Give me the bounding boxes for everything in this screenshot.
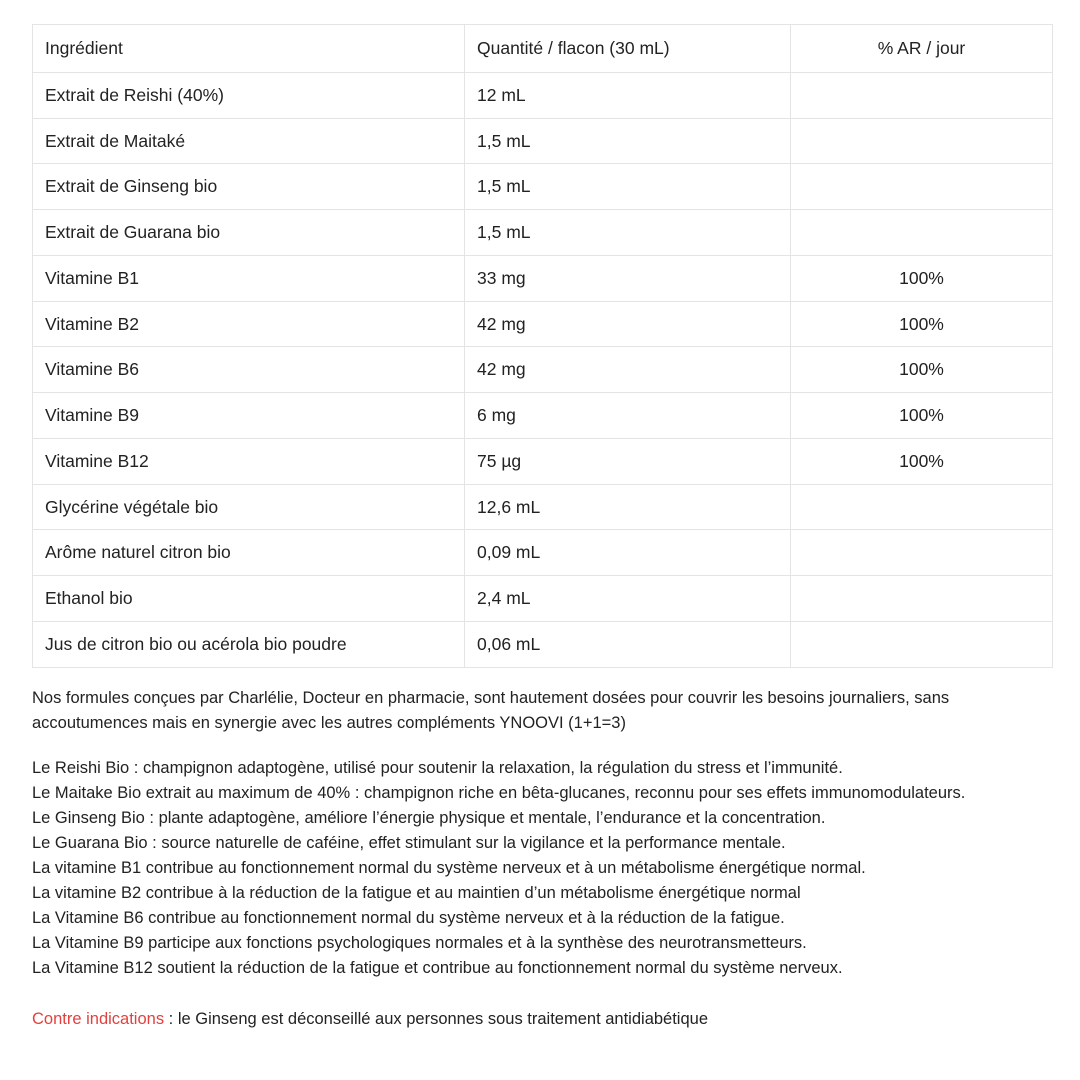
benefit-line: Le Reishi Bio : champignon adaptogène, utilisé pour soutenir la relaxation, la régulation du stress et l’immunité.	[32, 758, 843, 777]
cell-percent	[791, 530, 1053, 576]
table-row	[33, 255, 1053, 301]
benefit-line: Le Guarana Bio : source naturelle de caféine, effet stimulant sur la vigilance et la performance mentale.	[32, 833, 786, 852]
cell-quantity: 42 mg	[465, 347, 791, 393]
cell-ingredient: Vitamine B12	[33, 438, 465, 484]
cell-quantity: 12 mL	[465, 72, 791, 118]
cell-quantity: 1,5 mL	[465, 118, 791, 164]
cell-ingredient: Extrait de Maitaké	[33, 118, 465, 164]
table-header-row	[33, 25, 1053, 73]
column-header-percent: % AR / jour	[791, 25, 1053, 73]
benefit-line: La vitamine B2 contribue à la réduction de la fatigue et au maintien d’un métabolisme énergétique normal	[32, 884, 801, 903]
ingredients-table	[32, 24, 1053, 668]
cell-percent	[791, 72, 1053, 118]
cell-quantity: 2,4 mL	[465, 576, 791, 622]
cell-ingredient: Vitamine B2	[33, 301, 465, 347]
table-row	[33, 530, 1053, 576]
cell-ingredient: Extrait de Ginseng bio	[33, 164, 465, 210]
cell-ingredient: Vitamine B1	[33, 255, 465, 301]
benefit-line: Le Maitake Bio extrait au maximum de 40% : champignon riche en bêta-glucanes, reconnu pour ses effets immunomodulateurs.	[32, 783, 966, 802]
cell-quantity: 1,5 mL	[465, 210, 791, 256]
cell-quantity: 42 mg	[465, 301, 791, 347]
benefit-line: La Vitamine B6 contribue au fonctionnement normal du système nerveux et à la réduction de la fatigue.	[32, 909, 785, 928]
cell-ingredient: Ethanol bio	[33, 576, 465, 622]
cell-ingredient: Glycérine végétale bio	[33, 484, 465, 530]
cell-ingredient: Vitamine B9	[33, 393, 465, 439]
table-row	[33, 621, 1053, 667]
cell-ingredient: Arôme naturel citron bio	[33, 530, 465, 576]
cell-percent: 100%	[791, 255, 1053, 301]
table-row	[33, 438, 1053, 484]
product-notes	[30, 686, 1050, 982]
cell-percent	[791, 621, 1053, 667]
column-header-quantity: Quantité / flacon (30 mL)	[465, 25, 791, 73]
cell-percent	[791, 484, 1053, 530]
cell-percent: 100%	[791, 393, 1053, 439]
table-row	[33, 72, 1053, 118]
cell-ingredient: Vitamine B6	[33, 347, 465, 393]
cell-ingredient: Jus de citron bio ou acérola bio poudre	[33, 621, 465, 667]
notes-intro: Nos formules conçues par Charlélie, Docteur en pharmacie, sont hautement dosées pour couvrir les besoins journaliers, sans accoutumences mais en synergie avec les autres compléments YNOOVI (1+1=3)	[32, 688, 950, 732]
cell-quantity: 6 mg	[465, 393, 791, 439]
cell-percent	[791, 164, 1053, 210]
cell-percent	[791, 576, 1053, 622]
cell-quantity: 33 mg	[465, 255, 791, 301]
contraindication-label: Contre indications	[32, 1010, 165, 1029]
cell-ingredient: Extrait de Reishi (40%)	[33, 72, 465, 118]
cell-quantity: 0,09 mL	[465, 530, 791, 576]
cell-quantity: 12,6 mL	[465, 484, 791, 530]
table-row	[33, 301, 1053, 347]
cell-percent: 100%	[791, 438, 1053, 484]
table-header	[33, 25, 1053, 73]
cell-percent: 100%	[791, 347, 1053, 393]
contraindication-note	[30, 1007, 1050, 1032]
cell-percent: 100%	[791, 301, 1053, 347]
cell-percent	[791, 210, 1053, 256]
table-row	[33, 164, 1053, 210]
table-row	[33, 484, 1053, 530]
table-row	[33, 393, 1053, 439]
cell-percent	[791, 118, 1053, 164]
cell-quantity: 1,5 mL	[465, 164, 791, 210]
column-header-ingredient: Ingrédient	[33, 25, 465, 73]
table-body	[33, 72, 1053, 667]
benefit-line: La vitamine B1 contribue au fonctionnement normal du système nerveux et à un métabolisme énergétique normal.	[32, 858, 866, 877]
cell-quantity: 75 µg	[465, 438, 791, 484]
contraindication-text: : le Ginseng est déconseillé aux personnes sous traitement antidiabétique	[164, 1010, 708, 1029]
benefit-line: La Vitamine B9 participe aux fonctions psychologiques normales et à la synthèse des neurotransmetteurs.	[32, 934, 807, 953]
table-row	[33, 118, 1053, 164]
notes-benefits	[32, 756, 1050, 982]
table-row	[33, 210, 1053, 256]
benefit-line: La Vitamine B12 soutient la réduction de la fatigue et contribue au fonctionnement normal du système nerveux.	[32, 959, 843, 978]
table-row	[33, 347, 1053, 393]
cell-ingredient: Extrait de Guarana bio	[33, 210, 465, 256]
table-row	[33, 576, 1053, 622]
cell-quantity: 0,06 mL	[465, 621, 791, 667]
benefit-line: Le Ginseng Bio : plante adaptogène, améliore l’énergie physique et mentale, l’endurance et la concentration.	[32, 808, 826, 827]
